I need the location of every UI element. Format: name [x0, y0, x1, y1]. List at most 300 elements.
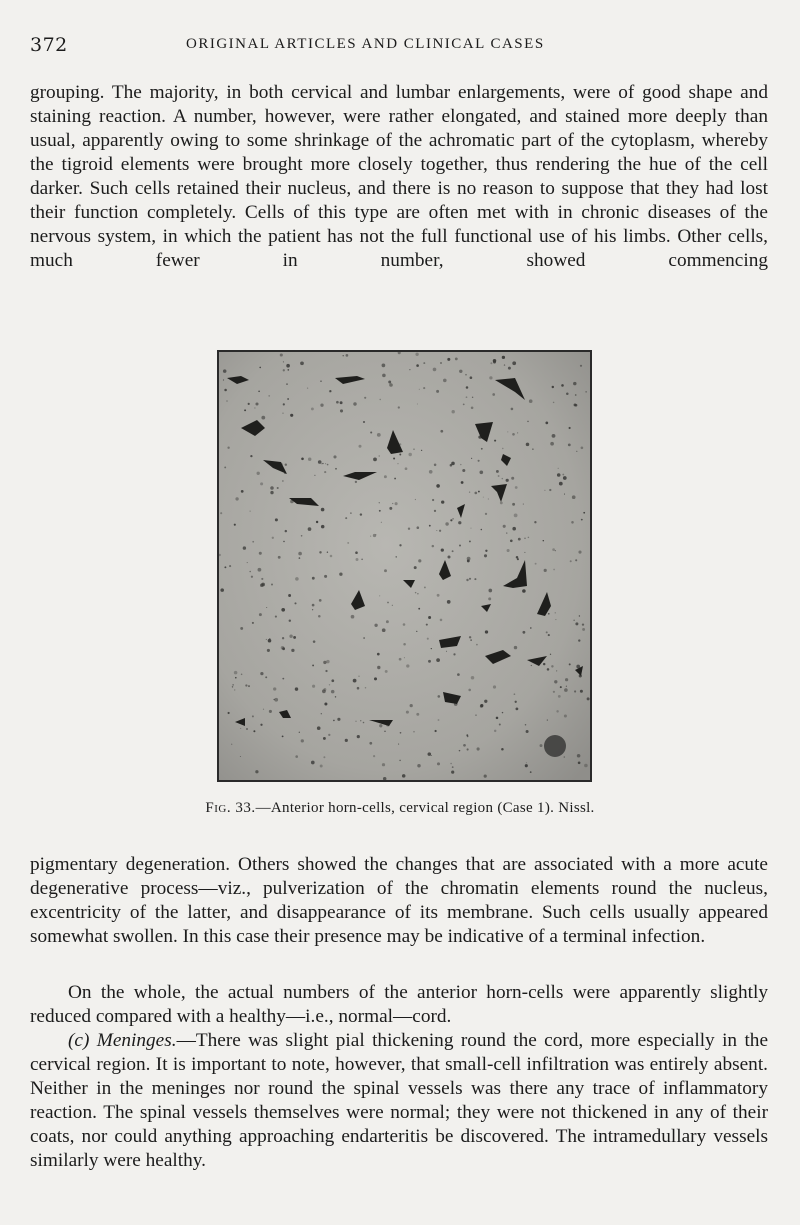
granule — [323, 737, 326, 740]
granule — [457, 673, 460, 676]
granule — [574, 403, 577, 406]
granule — [507, 431, 508, 432]
granule — [459, 750, 461, 752]
granule — [258, 390, 260, 392]
granule — [282, 678, 284, 680]
granule — [524, 552, 525, 553]
granule — [323, 661, 326, 664]
granule — [418, 559, 421, 562]
granule — [282, 647, 285, 650]
granule — [320, 765, 323, 768]
granule — [249, 571, 251, 573]
granule — [466, 386, 469, 389]
granule — [514, 514, 518, 518]
granule — [388, 381, 391, 384]
granule — [459, 545, 461, 547]
granule — [416, 364, 419, 367]
granule — [374, 677, 377, 680]
page-header — [30, 30, 770, 60]
granule — [483, 497, 484, 498]
granule — [431, 755, 432, 756]
granule — [323, 756, 325, 758]
granule — [532, 448, 534, 450]
granule — [379, 399, 380, 400]
paragraph-pigmentary-degeneration: pigmentary degeneration. Others showed the changes that are associated with a more acute degenerative process—viz., pulverization of the chromatin elements round the nucleus, excentricity of the latter, and disappearance of its membrane. Such cells usually appeared somewhat swollen. In this case their presence may be indicative of a terminal infection. — [30, 854, 768, 947]
granule — [316, 521, 318, 523]
granule — [260, 482, 263, 485]
granule — [581, 519, 583, 521]
granule — [414, 566, 417, 569]
granule — [261, 578, 263, 580]
granule — [275, 518, 278, 521]
granule — [506, 533, 507, 534]
granule — [416, 631, 417, 632]
granule — [445, 522, 448, 525]
granule — [336, 401, 339, 404]
granule — [547, 668, 550, 671]
granule — [282, 480, 283, 481]
granule — [277, 487, 279, 489]
granule — [400, 732, 402, 734]
granule — [288, 594, 291, 597]
granule — [569, 427, 571, 429]
granule — [453, 653, 455, 655]
granule — [484, 700, 487, 703]
granule — [564, 714, 567, 717]
granule — [479, 470, 483, 474]
granule — [436, 530, 437, 531]
granule — [582, 623, 584, 625]
granule — [502, 712, 503, 713]
granule — [498, 475, 500, 477]
granule — [234, 524, 236, 526]
paragraph-grouping: grouping. The majority, in both cervical and lumbar enlargements, were of good shape and staining reaction. A number, however, were rather elongated, and stained more deeply than usual, apparently owing to some shrinkage of the achromatic part of the cytoplasm, whereby the tigroid elements were brought more closely together, thus rendering the hue of the cell darker. Such cells retained their nucleus, and there is no reason to suppose that they had lost their function completely. Cells of this type are often met with in chronic diseases of the nervous system, in which the patient has not the full functional use of his limbs. Other cells, much fewer in number, showed commencing — [30, 82, 768, 271]
granule — [562, 474, 564, 476]
granule — [287, 398, 289, 400]
granule — [441, 548, 444, 551]
granule — [437, 695, 440, 698]
granule — [259, 367, 261, 369]
granule — [529, 399, 533, 403]
granule — [485, 513, 487, 515]
granule — [431, 648, 432, 649]
granule — [555, 550, 556, 551]
granule — [320, 381, 321, 382]
granule — [517, 432, 518, 433]
granule — [398, 406, 400, 408]
granule — [428, 660, 431, 663]
granule — [353, 402, 356, 405]
granule — [423, 362, 425, 364]
granule — [363, 722, 365, 724]
granule — [552, 548, 555, 551]
granule — [553, 569, 555, 571]
granule — [290, 414, 293, 417]
granule — [441, 500, 444, 503]
granule — [484, 775, 487, 778]
granule — [252, 715, 254, 717]
granule — [355, 551, 358, 554]
granule — [311, 407, 314, 410]
granule — [452, 550, 454, 552]
granule — [333, 720, 335, 722]
granule — [515, 486, 518, 489]
granule — [408, 453, 411, 456]
granule — [478, 460, 480, 462]
granule — [381, 522, 382, 523]
granule — [510, 539, 513, 542]
granule — [263, 709, 264, 710]
granule — [563, 476, 567, 480]
granule — [228, 712, 230, 714]
granule — [481, 448, 483, 450]
granule — [255, 770, 258, 773]
granule — [548, 634, 550, 636]
granule — [379, 455, 380, 456]
granule — [434, 510, 436, 512]
granule — [550, 654, 551, 655]
granule — [318, 615, 321, 618]
granule — [417, 403, 418, 404]
granule — [321, 508, 325, 512]
granule — [428, 752, 432, 756]
granule — [502, 478, 503, 479]
granule — [424, 586, 426, 588]
granule — [437, 762, 440, 765]
granule — [291, 649, 294, 652]
granule — [471, 458, 472, 459]
granule — [548, 613, 550, 615]
granule — [324, 471, 326, 473]
granule — [377, 653, 380, 656]
granule — [489, 376, 492, 379]
granule — [511, 408, 514, 411]
granule — [232, 684, 233, 685]
granule — [485, 630, 488, 633]
granule — [379, 510, 381, 512]
granule — [516, 708, 519, 711]
granule — [324, 575, 327, 578]
granule — [286, 364, 290, 368]
granule — [413, 731, 415, 733]
granule — [268, 395, 270, 397]
granule — [365, 687, 367, 689]
granule — [570, 560, 572, 562]
granule — [446, 651, 447, 652]
granule — [322, 463, 323, 464]
granule — [484, 554, 487, 557]
granule — [399, 454, 401, 456]
granule — [283, 361, 284, 362]
granule — [490, 362, 492, 364]
granule — [243, 546, 246, 549]
granule — [553, 402, 555, 404]
granule — [525, 764, 528, 767]
granule — [440, 619, 443, 622]
granule — [409, 369, 410, 370]
granule — [246, 728, 248, 730]
granule — [582, 628, 585, 631]
granule — [553, 691, 555, 693]
granule — [247, 562, 248, 563]
granule — [254, 407, 255, 408]
granule — [438, 719, 440, 721]
granule — [281, 608, 285, 612]
granule — [524, 537, 526, 539]
granule — [335, 696, 336, 697]
granule — [577, 754, 581, 758]
granule — [325, 463, 326, 464]
granule — [377, 433, 381, 437]
granule — [493, 685, 496, 688]
granule — [447, 600, 451, 604]
granule — [340, 409, 343, 412]
granule — [472, 397, 473, 398]
granule — [427, 638, 429, 640]
granule — [406, 711, 409, 714]
granule — [555, 612, 556, 613]
granule — [319, 551, 321, 553]
granule — [329, 390, 332, 393]
granule — [384, 475, 387, 478]
granule — [559, 482, 563, 486]
granule — [404, 657, 405, 658]
granule — [299, 557, 301, 559]
granule — [319, 599, 322, 602]
granule — [499, 723, 501, 725]
granule — [580, 365, 582, 367]
granule — [494, 730, 496, 732]
granule — [469, 636, 471, 638]
granule — [450, 519, 452, 521]
granule — [575, 622, 578, 625]
granule — [439, 530, 441, 532]
granule — [556, 710, 558, 712]
granule — [375, 534, 376, 535]
granule — [552, 386, 554, 388]
granule — [506, 479, 509, 482]
granule — [231, 744, 232, 745]
granule — [226, 400, 228, 402]
granule — [386, 620, 389, 623]
granule — [257, 472, 260, 475]
granule — [327, 552, 328, 553]
micrograph-background — [219, 352, 590, 780]
granule — [550, 442, 554, 446]
granule — [578, 639, 580, 641]
granule — [467, 748, 469, 750]
granule — [436, 658, 440, 662]
granule — [327, 464, 329, 466]
granule — [474, 578, 476, 580]
granule — [463, 403, 465, 405]
granule — [571, 521, 574, 524]
granule — [355, 721, 356, 722]
granule — [360, 513, 362, 515]
granule — [232, 686, 233, 687]
micrograph-figure — [217, 350, 592, 782]
granule — [432, 545, 434, 547]
granule — [462, 469, 465, 472]
granule — [437, 594, 440, 597]
granule — [328, 734, 330, 736]
granule — [244, 409, 246, 411]
figure-caption-text: —Anterior horn-cells, cervical region (Case 1). Nissl. — [255, 800, 595, 816]
granule — [245, 684, 247, 686]
granule — [574, 690, 576, 692]
granule — [455, 357, 458, 360]
granule — [335, 468, 337, 470]
granule — [547, 720, 548, 721]
granule — [534, 521, 536, 523]
granule — [423, 387, 425, 389]
granule — [282, 637, 284, 639]
granule — [470, 639, 471, 640]
granule — [339, 573, 342, 576]
granule — [466, 396, 468, 398]
granule — [469, 578, 471, 580]
granule — [587, 697, 590, 700]
granule — [248, 403, 250, 405]
granule — [467, 736, 469, 738]
granule — [311, 761, 315, 765]
granule — [224, 389, 227, 392]
granule — [384, 731, 385, 732]
granule — [575, 559, 577, 561]
granule — [522, 631, 525, 634]
granule — [470, 376, 473, 379]
granule — [301, 739, 304, 742]
granule — [235, 677, 237, 679]
granule — [270, 486, 274, 490]
granule — [579, 615, 580, 616]
granule — [299, 732, 300, 733]
granule — [451, 771, 454, 774]
granule — [283, 541, 284, 542]
granule — [566, 686, 567, 687]
granule — [260, 724, 262, 726]
granule — [574, 620, 575, 621]
granule — [312, 609, 313, 610]
granule — [512, 361, 516, 365]
granule — [220, 588, 224, 592]
granule — [313, 640, 316, 643]
granule — [259, 552, 262, 555]
granule — [331, 679, 334, 682]
granule — [528, 537, 530, 539]
granule — [480, 704, 483, 707]
granule — [578, 761, 581, 764]
granule — [432, 499, 434, 501]
granule — [463, 744, 466, 747]
granule — [392, 605, 393, 606]
granule — [295, 577, 299, 581]
granule — [494, 440, 496, 442]
granule — [552, 434, 556, 438]
granule — [440, 362, 442, 364]
dark-nodule — [544, 735, 566, 757]
granule — [350, 512, 352, 514]
granule — [252, 622, 254, 624]
granule — [330, 555, 333, 558]
granule — [470, 528, 471, 529]
granule — [289, 635, 292, 638]
granule — [369, 742, 372, 745]
granule — [373, 755, 375, 757]
granule — [564, 494, 565, 495]
granule — [475, 714, 476, 715]
granule — [363, 421, 365, 423]
granule — [429, 470, 433, 474]
granule — [556, 670, 557, 671]
granule — [312, 604, 315, 607]
granule — [301, 535, 303, 537]
granule — [393, 457, 395, 459]
granule — [267, 649, 270, 652]
granule — [500, 501, 503, 504]
granule — [403, 643, 406, 646]
granule — [518, 538, 521, 541]
granule — [434, 464, 437, 467]
paragraph-meninges — [30, 1029, 768, 1197]
granule — [373, 458, 377, 462]
granule — [436, 484, 440, 488]
granule — [508, 367, 511, 370]
granule — [283, 403, 285, 405]
granule — [419, 389, 420, 390]
granule — [410, 704, 413, 707]
granule — [523, 504, 524, 505]
granule — [474, 492, 477, 495]
granule — [324, 702, 327, 705]
granule — [467, 557, 471, 561]
granule — [379, 502, 380, 503]
granule — [485, 550, 487, 552]
granule — [382, 374, 386, 378]
granule — [258, 568, 262, 572]
granule — [398, 744, 399, 745]
granule — [461, 481, 464, 484]
granule — [514, 693, 516, 695]
granule — [285, 530, 287, 532]
granule — [399, 658, 402, 661]
granule — [403, 623, 406, 626]
granule — [450, 763, 452, 765]
granule — [527, 421, 529, 423]
granule — [501, 748, 504, 751]
granule — [262, 584, 263, 585]
granule — [471, 407, 474, 410]
granule — [417, 764, 420, 767]
granule — [511, 477, 514, 480]
granule — [355, 481, 357, 483]
granule — [526, 443, 530, 447]
granule — [301, 457, 304, 460]
granule — [514, 646, 517, 649]
granule — [417, 593, 418, 594]
granule — [382, 763, 385, 766]
granule — [566, 393, 569, 396]
granule — [465, 374, 467, 376]
granule — [389, 507, 392, 510]
granule — [379, 595, 380, 596]
granule — [576, 451, 577, 452]
granule — [468, 689, 471, 692]
granule — [543, 540, 544, 541]
granule — [270, 491, 273, 494]
granule — [287, 369, 289, 371]
granule — [282, 735, 284, 737]
